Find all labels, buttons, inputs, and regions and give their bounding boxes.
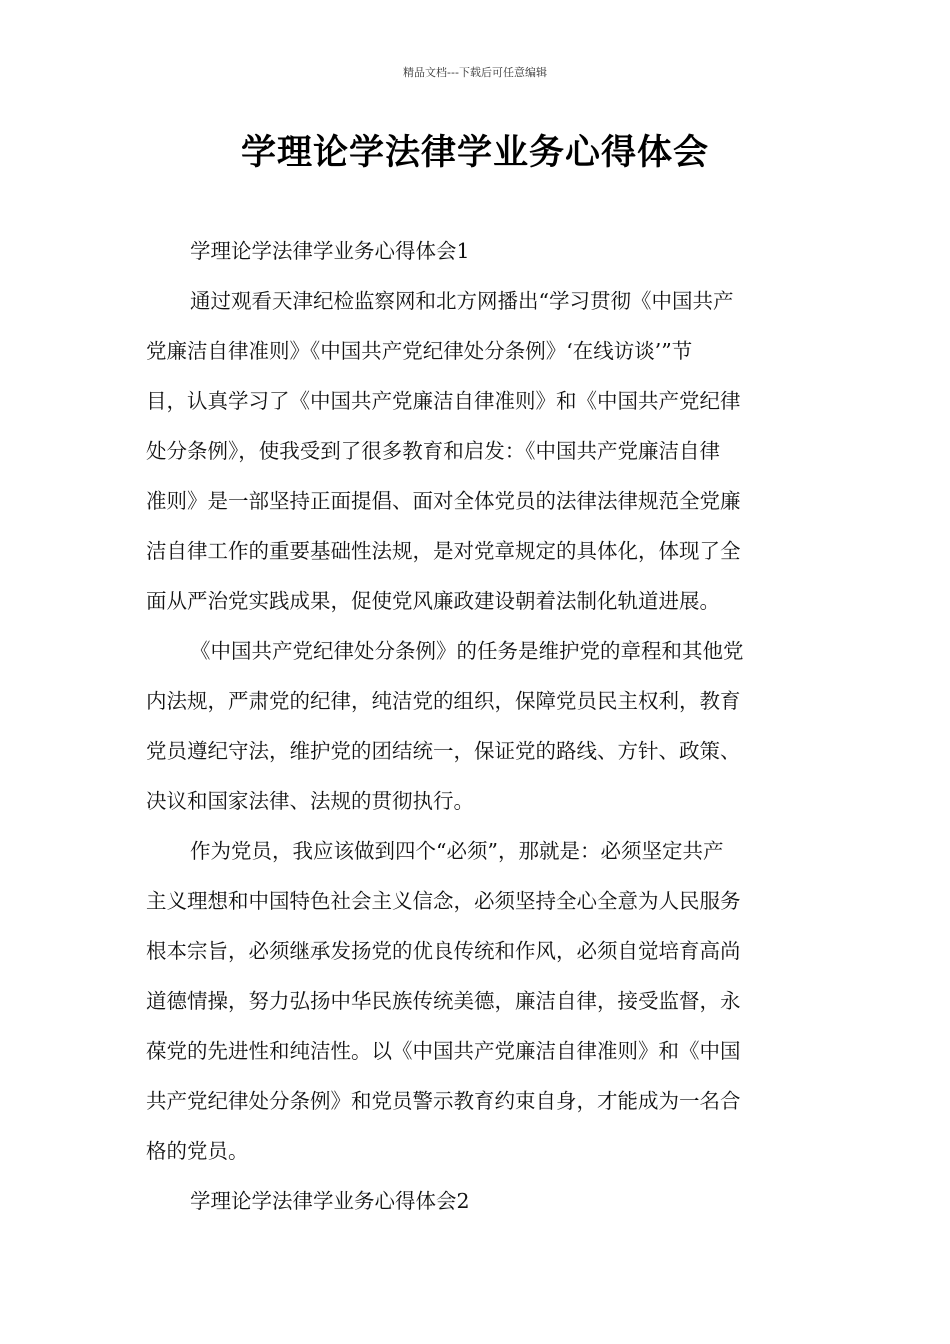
paragraph-3-line: 作为党员，我应该做到四个“必须”，那就是：必须坚定共产: [190, 839, 724, 863]
section-heading-1: 学理论学法律学业务心得体会1: [190, 239, 470, 263]
paragraph-3-line: 道德情操，努力弘扬中华民族传统美德，廉洁自律，接受监督，永: [146, 989, 741, 1013]
paragraph-2-line: 《中国共产党纪律处分条例》的任务是维护党的章程和其他党: [190, 639, 744, 663]
paragraph-1-line: 准则》是一部坚持正面提倡、面对全体党员的法律法律规范全党廉: [146, 489, 741, 513]
paragraph-1-line: 目，认真学习了《中国共产党廉洁自律准则》和《中国共产党纪律: [146, 389, 741, 413]
paragraph-1-line: 处分条例》，使我受到了很多教育和启发：《中国共产党廉洁自律: [146, 439, 720, 463]
paragraph-2-line: 内法规，严肃党的纪律，纯洁党的组织，保障党员民主权利，教育: [146, 689, 741, 713]
header-note: 精品文档---下载后可任意编辑: [403, 66, 547, 79]
paragraph-1-line: 通过观看天津纪检监察网和北方网播出“学习贯彻《中国共产: [190, 289, 734, 313]
paragraph-2-line: 党员遵纪守法，维护党的团结统一，保证党的路线、方针、政策、: [146, 739, 741, 763]
paragraph-3-line: 根本宗旨，必须继承发扬党的优良传统和作风，必须自觉培育高尚: [146, 939, 741, 963]
paragraph-3-line: 主义理想和中国特色社会主义信念，必须坚持全心全意为人民服务: [146, 889, 741, 913]
paragraph-1-line: 洁自律工作的重要基础性法规，是对党章规定的具体化，体现了全: [146, 539, 741, 563]
document-body: [146, 226, 806, 1226]
page-title: 学理论学法律学业务心得体会: [240, 133, 709, 173]
paragraph-1-line: 面从严治党实践成果，促使党风廉政建设朝着法制化轨道进展。: [146, 589, 720, 613]
paragraph-3-line: 葆党的先进性和纯洁性。以《中国共产党廉洁自律准则》和《中国: [146, 1039, 741, 1063]
paragraph-1-line: 党廉洁自律准则》《中国共产党纪律处分条例》‘在线访谈’”节: [146, 339, 693, 363]
paragraph-3-line: 共产党纪律处分条例》和党员警示教育约束自身，才能成为一名合: [146, 1089, 741, 1113]
paragraph-2-line: 决议和国家法律、法规的贯彻执行。: [146, 789, 474, 813]
paragraph-3-line: 格的党员。: [146, 1139, 249, 1163]
section-heading-2: 学理论学法律学业务心得体会2: [190, 1189, 470, 1213]
